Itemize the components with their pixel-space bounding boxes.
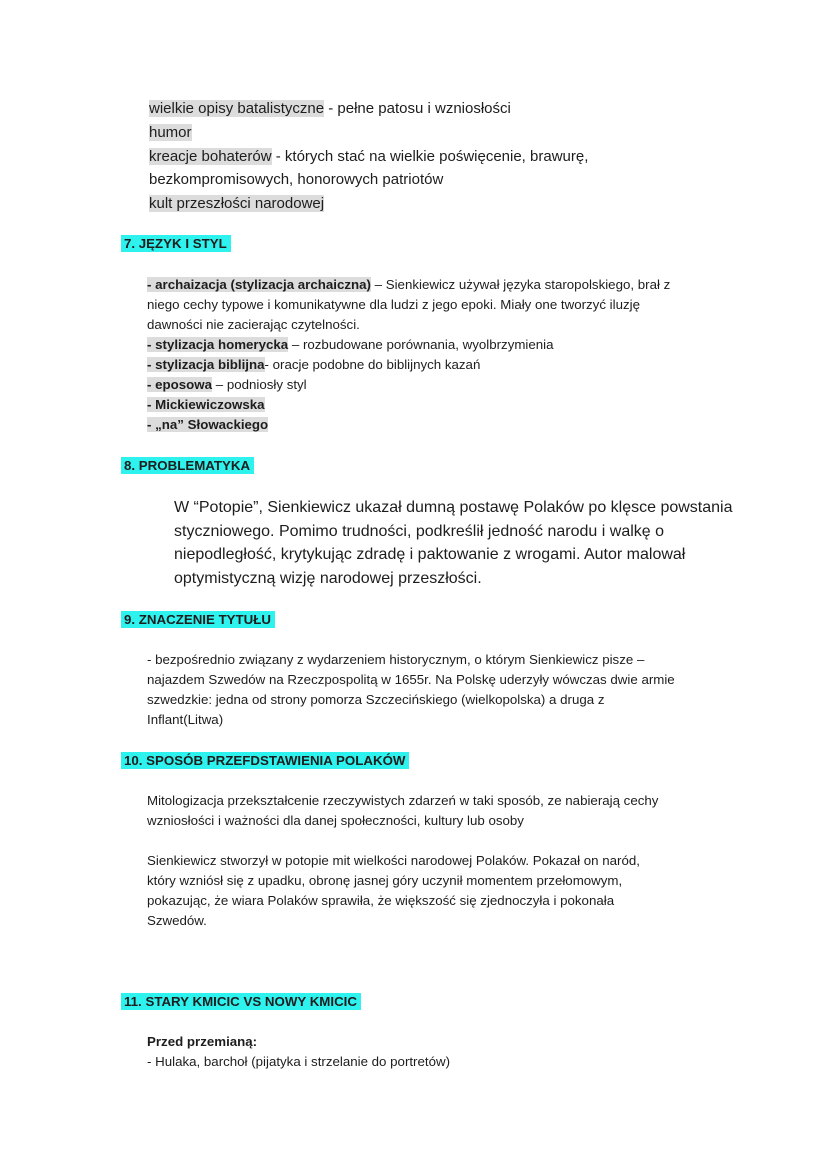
- body-text: styczniowego. Pomimo trudności, podkreślił jedność narodu i walkę o: [174, 523, 665, 540]
- s11-subheading: [147, 1034, 257, 1049]
- s10-p1-line-2: [147, 813, 524, 828]
- s10-p1-line-1: [147, 793, 658, 808]
- body-text: bezkompromisowych, honorowych patriotów: [149, 171, 444, 188]
- body-text: Sienkiewicz stworzył w potopie mit wielkości narodowej Polaków. Pokazał on naród,: [147, 853, 640, 868]
- intro-line-1: [149, 100, 511, 117]
- section-heading: 11. STARY KMICIC VS NOWY KMICIC: [121, 993, 361, 1010]
- body-text: - Hulaka, barchoł (pijatyka i strzelanie do portretów): [147, 1054, 451, 1069]
- body-text: Inflant(Litwa): [147, 712, 224, 727]
- s10-p2-line-3: [147, 893, 614, 908]
- highlight-text: - Mickiewiczowska: [147, 397, 265, 412]
- body-text: – podniosły styl: [212, 377, 307, 392]
- intro-line-5: [149, 195, 324, 212]
- s9-line-4: [147, 712, 223, 727]
- body-text: najazdem Szwedów na Rzeczpospolitą w 1655r. Na Polskę uderzyły wówczas dwie armie: [147, 672, 675, 687]
- highlight-text: kreacje bohaterów: [149, 148, 272, 165]
- body-text: dawności nie zacierając czytelności.: [147, 317, 360, 332]
- s7-line-8: [147, 417, 268, 432]
- s7-line-1: [147, 277, 670, 292]
- body-text: - pełne patosu i wzniosłości: [324, 100, 511, 117]
- highlight-text: kult przeszłości narodowej: [149, 195, 325, 212]
- s7-line-2: [147, 297, 640, 312]
- body-text: – Sienkiewicz używał języka staropolskiego, brał z: [370, 277, 671, 292]
- highlight-text: - stylizacja biblijna: [147, 357, 265, 372]
- section-8-heading: [121, 457, 254, 475]
- body-text: wzniosłości i ważności dla danej społeczności, kultury lub osoby: [147, 813, 524, 828]
- highlight-text: - eposowa: [147, 377, 213, 392]
- s7-line-6: [147, 377, 307, 392]
- s7-line-4: [147, 337, 554, 352]
- s10-p2-line-2: [147, 873, 622, 888]
- body-text: który wzniósł się z upadku, obronę jasnej góry uczynił momentem przełomowym,: [147, 873, 623, 888]
- section-heading: 10. SPOSÓB PRZEFDSTAWIENIA POLAKÓW: [121, 752, 409, 769]
- highlight-text: wielkie opisy batalistyczne: [149, 100, 325, 117]
- section-heading: 8. PROBLEMATYKA: [121, 457, 254, 474]
- section-10-heading: [121, 752, 409, 770]
- intro-line-4: [149, 171, 443, 188]
- body-text: optymistyczną wizję narodowej przeszłości.: [174, 570, 482, 587]
- body-text: - bezpośrednio związany z wydarzeniem historycznym, o którym Sienkiewicz pisze –: [147, 652, 645, 667]
- s7-line-3: [147, 317, 360, 332]
- intro-line-3: [149, 148, 588, 165]
- s10-p2-line-1: [147, 853, 640, 868]
- subheading-text: Przed przemianą:: [147, 1034, 258, 1049]
- s7-line-7: [147, 397, 265, 412]
- s10-p2-line-4: [147, 913, 207, 928]
- body-text: – rozbudowane porównania, wyolbrzymienia: [288, 337, 554, 352]
- section-7-heading: [121, 235, 231, 253]
- body-text: - których stać na wielkie poświęcenie, brawurę,: [271, 148, 589, 165]
- section-9-heading: [121, 611, 275, 629]
- body-text: Szwedów.: [147, 913, 207, 928]
- s9-line-3: [147, 692, 604, 707]
- body-text: pokazując, że wiara Polaków sprawiła, że większość się zjednoczyła i pokonała: [147, 893, 615, 908]
- intro-line-2: [149, 124, 192, 141]
- body-text: niego cechy typowe i komunikatywne dla ludzi z jego epoki. Miały one tworzyć iluzję: [147, 297, 640, 312]
- section-11-heading: [121, 993, 361, 1011]
- s11-line-1: [147, 1054, 450, 1069]
- body-text: szwedzkie: jedna od strony pomorza Szczecińskiego (wielkopolska) a druga z: [147, 692, 605, 707]
- body-text: - oracje podobne do biblijnych kazań: [264, 357, 481, 372]
- highlight-text: - archaizacja (stylizacja archaiczna): [147, 277, 371, 292]
- s7-line-5: [147, 357, 480, 372]
- s8-line-1: [174, 499, 733, 517]
- highlight-text: humor: [149, 124, 192, 141]
- highlight-text: - „na” Słowackiego: [147, 417, 269, 432]
- s8-line-4: [174, 570, 482, 588]
- highlight-text: - stylizacja homerycka: [147, 337, 289, 352]
- s9-line-1: [147, 652, 644, 667]
- s9-line-2: [147, 672, 675, 687]
- s8-line-3: [174, 546, 685, 564]
- body-text: Mitologizacja przekształcenie rzeczywistych zdarzeń w taki sposób, ze nabierają cechy: [147, 793, 659, 808]
- body-text: niepodległość, krytykując zdradę i paktowanie z wrogami. Autor malował: [174, 546, 686, 563]
- section-heading: 7. JĘZYK I STYL: [121, 235, 231, 252]
- section-heading: 9. ZNACZENIE TYTUŁU: [121, 611, 275, 628]
- s8-line-2: [174, 523, 664, 541]
- body-text: W “Potopie”, Sienkiewicz ukazał dumną postawę Polaków po klęsce powstania: [174, 499, 733, 516]
